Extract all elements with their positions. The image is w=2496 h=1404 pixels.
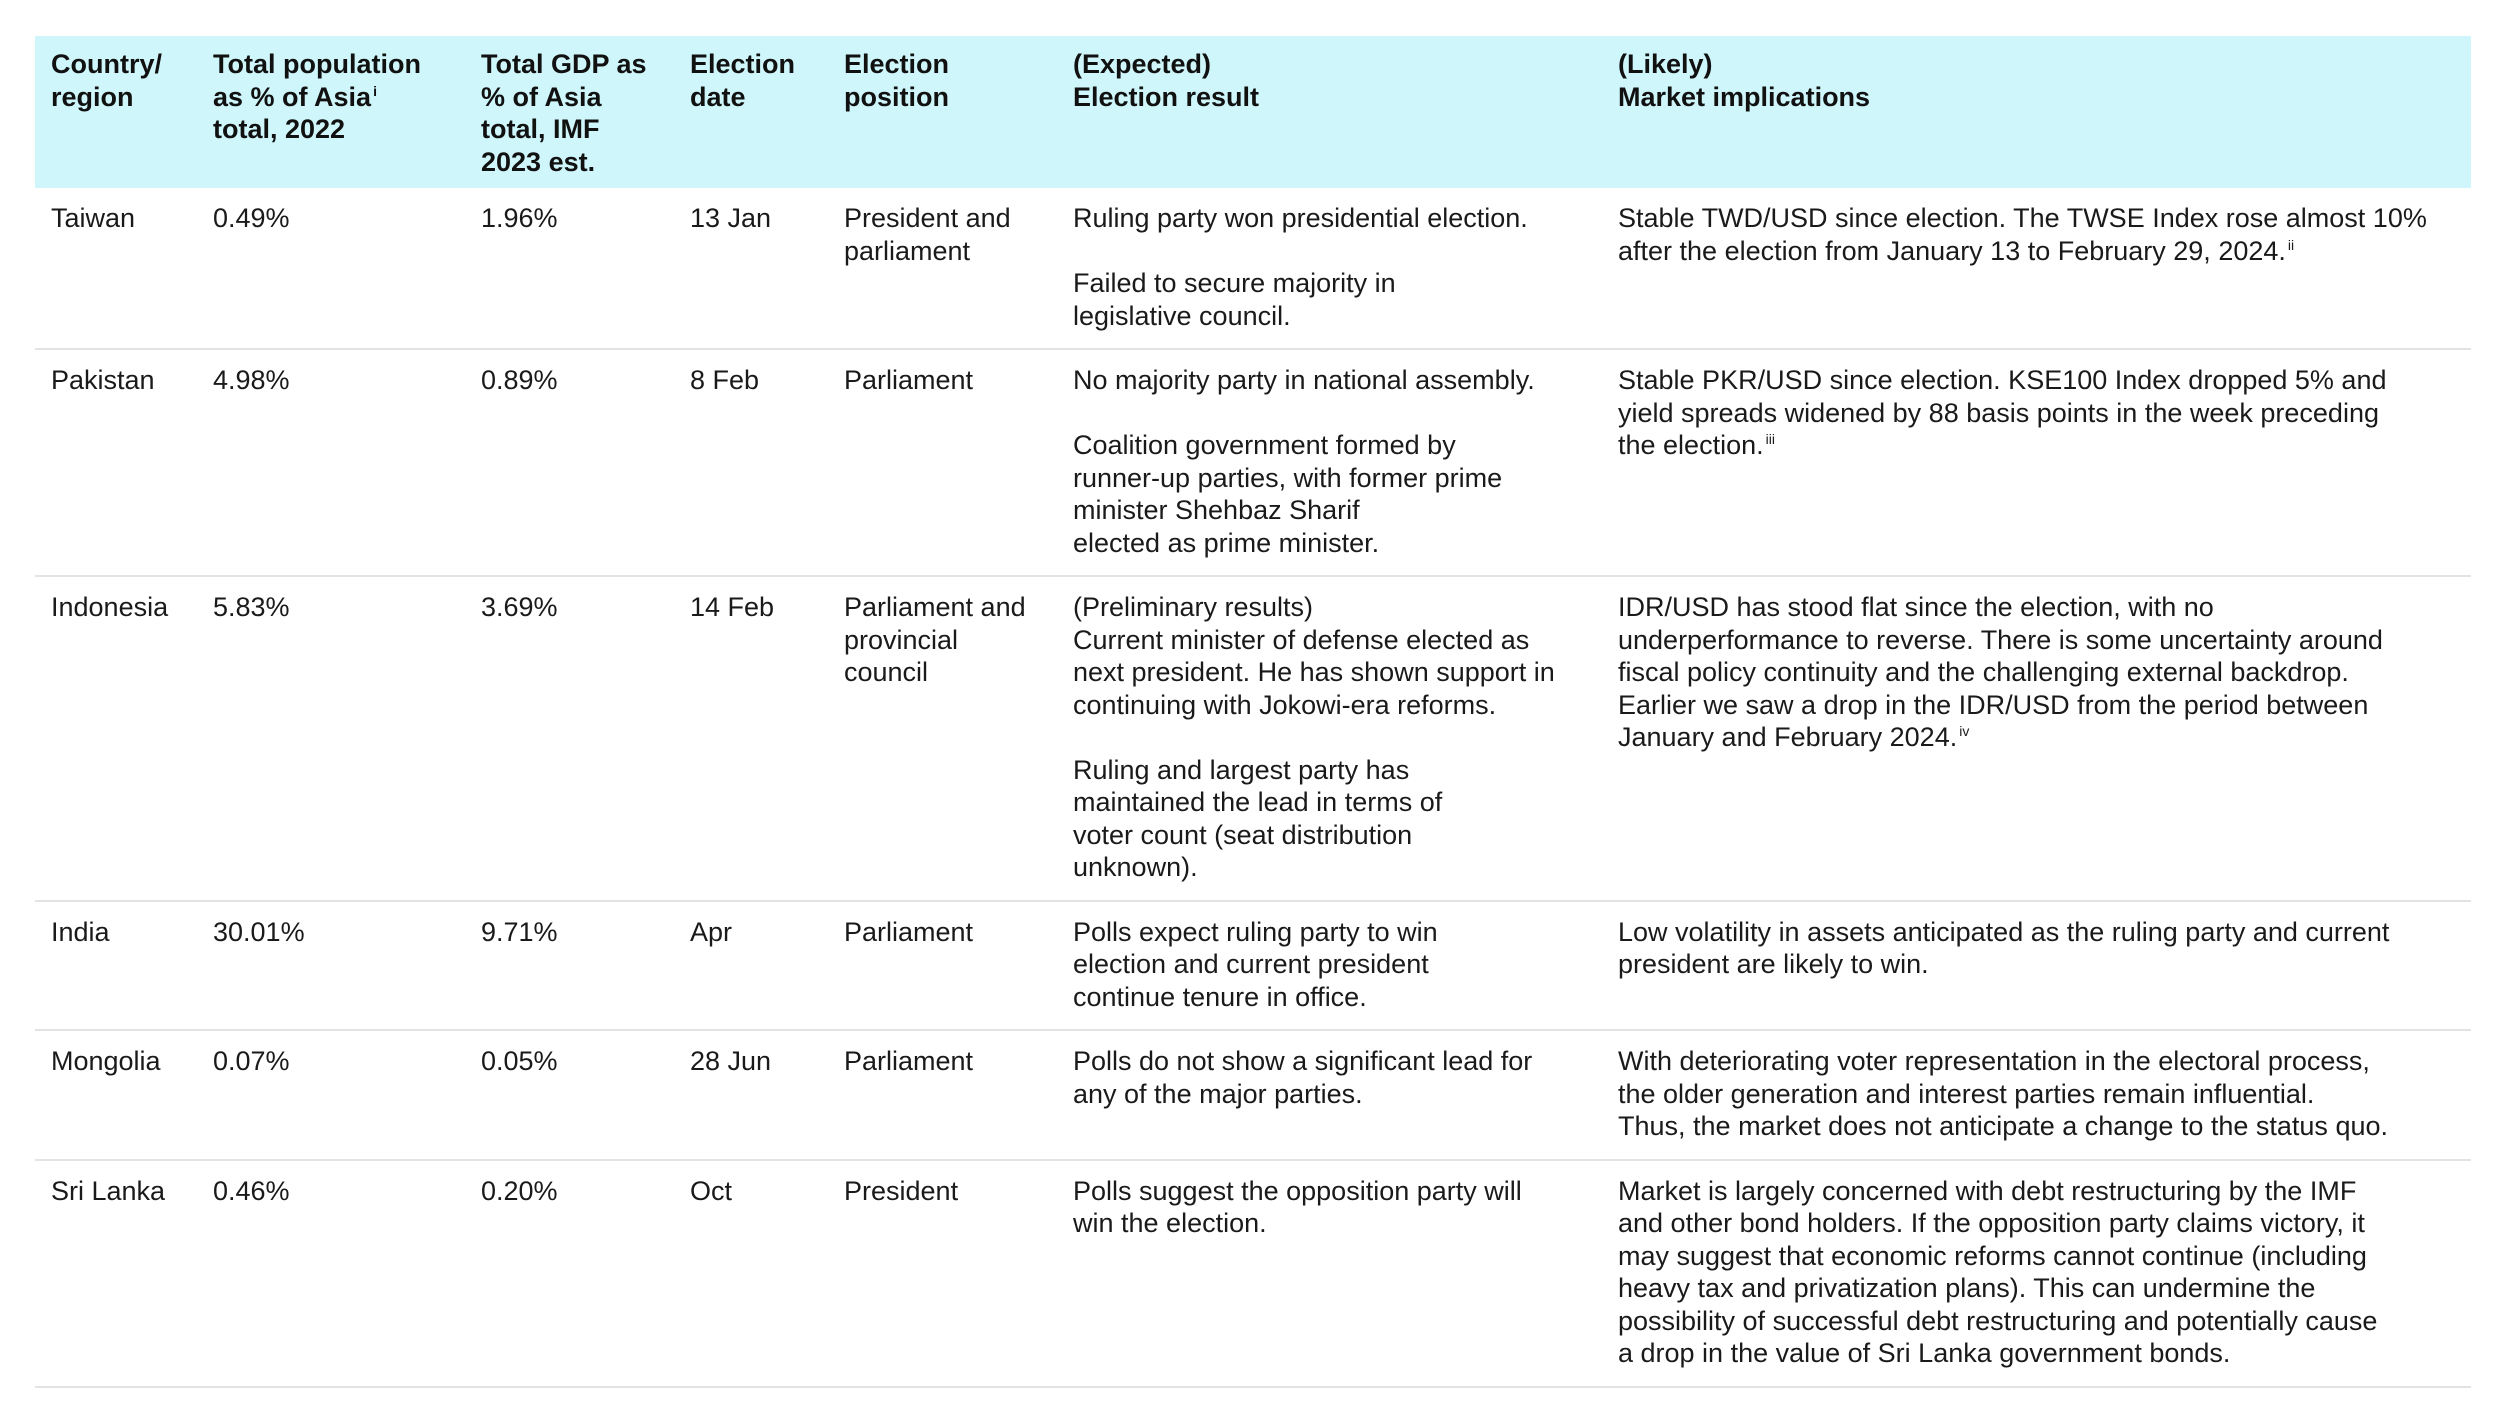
cell-population: 0.49% [197, 188, 465, 349]
cell-gdp: 0.20% [465, 1160, 674, 1387]
cell-position: Parliament [828, 1030, 1057, 1160]
header-election-position: Election position [844, 49, 950, 112]
cell-gdp: 1.96% [465, 188, 674, 349]
cell-market-text: Stable TWD/USD since election. The TWSE Index rose almost 10% after the election from January 13 to February 29, 2024. [1618, 203, 2427, 266]
cell-result: Polls suggest the opposition party will win the election. [1057, 1160, 1602, 1387]
cell-date: Oct [674, 1160, 828, 1387]
cell-result: Polls expect ruling party to win election and current president continue tenure in office. [1057, 901, 1602, 1031]
cell-gdp: 9.71% [465, 901, 674, 1031]
cell-position: President and parliament [828, 188, 1057, 349]
header-gdp: Total GDP as % of Asia total, IMF 2023 est. [481, 49, 647, 177]
header-market-implications: (Likely) Market implications [1618, 49, 1871, 112]
cell-population: 0.46% [197, 1160, 465, 1387]
table-row [35, 188, 2471, 349]
cell-market-footnote: iv [1959, 723, 1970, 739]
cell-date: 13 Jan [674, 188, 828, 349]
cell-date: 14 Feb [674, 576, 828, 901]
cell-population: 0.07% [197, 1030, 465, 1160]
cell-position: President [828, 1160, 1057, 1387]
table-header-row [35, 36, 2471, 188]
cell-gdp: 0.89% [465, 349, 674, 576]
cell-result: No majority party in national assembly. Coalition government formed by runner-up parties, with former prime minister Shehbaz Sharif elected as prime minister. [1057, 349, 1602, 576]
cell-country: India [35, 901, 197, 1031]
cell-date: 28 Jun [674, 1030, 828, 1160]
cell-market-text: IDR/USD has stood flat since the election, with no underperformance to reverse. There is some uncertainty around fiscal policy continuity and the challenging external backdrop. Earlier we saw a drop in the IDR/USD from the period between January and February 2024. [1618, 592, 2383, 752]
cell-market-text: Market is largely concerned with debt restructuring by the IMF and other bond holders. If the opposition party claims victory, it may suggest that economic reforms cannot continue (including heavy tax and privatization plans). This can undermine the possibility of successful debt restructuring and potentially cause a drop in the value of Sri Lanka government bonds. [1618, 1175, 2378, 1368]
cell-market [1602, 188, 2471, 349]
cell-market-text: Low volatility in assets anticipated as the ruling party and current president are likely to win. [1618, 916, 2390, 979]
cell-result: Polls do not show a significant lead for any of the major parties. [1057, 1030, 1602, 1160]
cell-market [1602, 1030, 2471, 1160]
cell-market-text: With deteriorating voter representation in the electoral process, the older generation and interest parties remain influential. Thus, the market does not anticipate a change to the status quo. [1618, 1046, 2388, 1141]
cell-market-footnote: ii [2287, 236, 2295, 253]
cell-gdp: 0.05% [465, 1030, 674, 1160]
header-population [197, 36, 465, 188]
table-row [35, 576, 2471, 901]
cell-population: 5.83% [197, 576, 465, 901]
cell-position: Parliament [828, 901, 1057, 1031]
header-population-label: Total population as % of Asia [213, 49, 421, 112]
table-row [35, 901, 2471, 1031]
cell-market-footnote: iii [1765, 431, 1775, 447]
table-row [35, 349, 2471, 576]
cell-result: Ruling party won presidential election. Failed to secure majority in legislative council. [1057, 188, 1602, 349]
table-row [35, 1160, 2471, 1387]
cell-market-text: Stable PKR/USD since election. KSE100 Index dropped 5% and yield spreads widened by 88 basis points in the week preceding the election. [1618, 365, 2387, 460]
cell-market [1602, 576, 2471, 901]
header-population-tail: total, 2022 [213, 114, 346, 144]
cell-market [1602, 1160, 2471, 1387]
cell-country: Sri Lanka [35, 1160, 197, 1387]
cell-gdp: 3.69% [465, 576, 674, 901]
table-row [35, 1030, 2471, 1160]
header-country: Country/ region [51, 49, 162, 112]
cell-position: Parliament and provincial council [828, 576, 1057, 901]
cell-date: Apr [674, 901, 828, 1031]
cell-market [1602, 901, 2471, 1031]
cell-population: 30.01% [197, 901, 465, 1031]
cell-country: Taiwan [35, 188, 197, 349]
cell-position: Parliament [828, 349, 1057, 576]
cell-population: 4.98% [197, 349, 465, 576]
cell-country: Pakistan [35, 349, 197, 576]
cell-country: Mongolia [35, 1030, 197, 1160]
cell-date: 8 Feb [674, 349, 828, 576]
cell-country: Indonesia [35, 576, 197, 901]
header-election-date: Election date [690, 49, 796, 112]
elections-table [35, 36, 2471, 1388]
cell-market [1602, 349, 2471, 576]
cell-result: (Preliminary results) Current minister of defense elected as next president. He has shown support in continuing with Jokowi-era reforms. Ruling and largest party has maintained the lead in terms of voter count (seat distribution unknown). [1057, 576, 1602, 901]
header-election-result: (Expected) Election result [1073, 49, 1260, 112]
elections-table-container [35, 36, 2471, 1388]
header-population-footnote: i [373, 82, 377, 99]
